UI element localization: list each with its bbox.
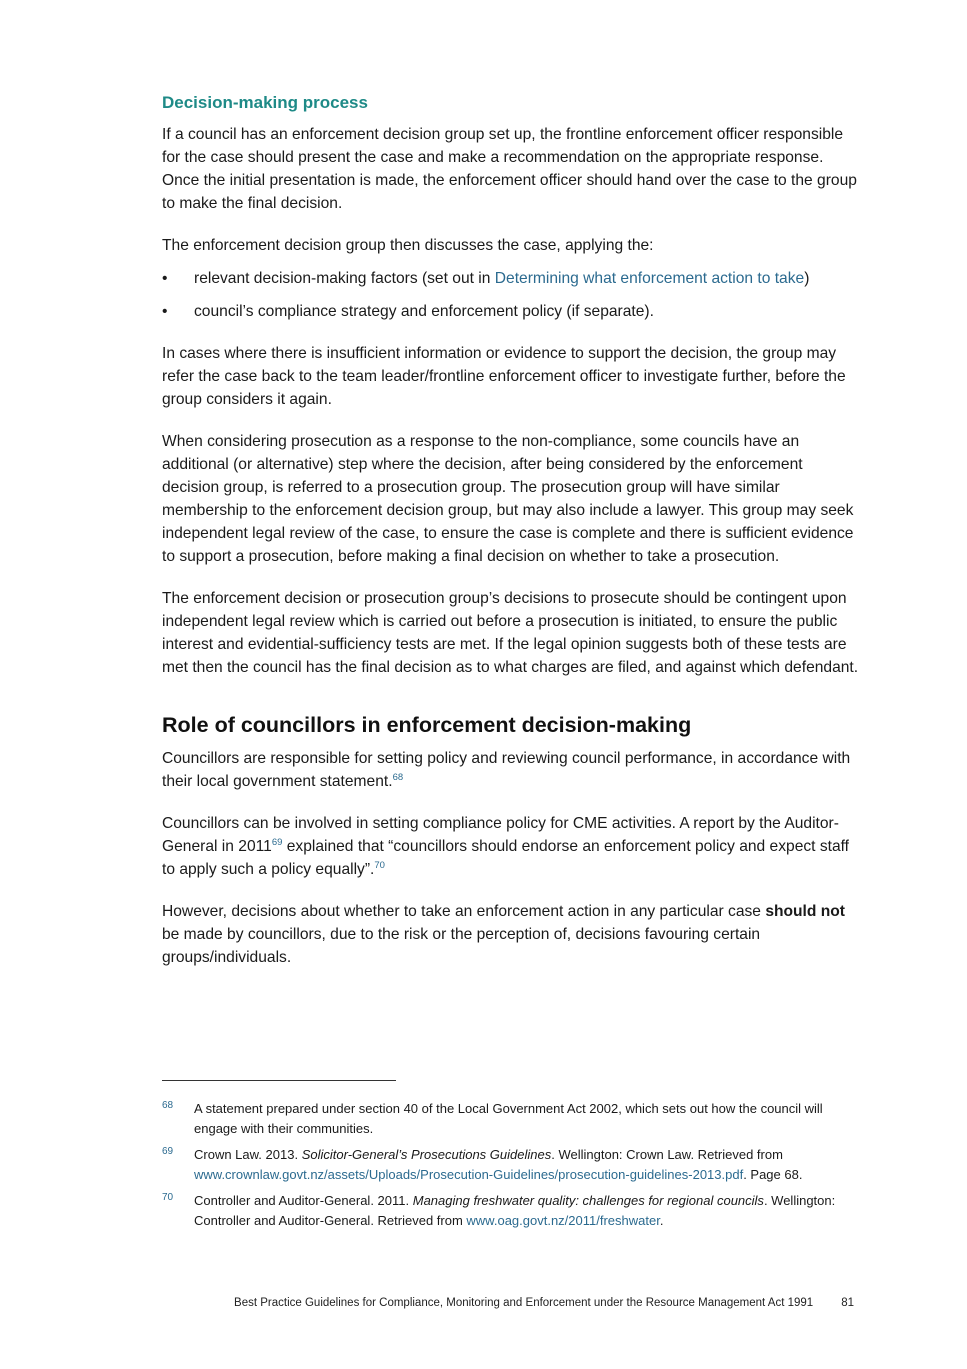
- bullet-icon: •: [162, 303, 168, 320]
- footer-title: Best Practice Guidelines for Compliance, Monitoring and Enforcement under the Resource Management Act 1991: [234, 1297, 814, 1309]
- footnote-ref-70[interactable]: 70: [374, 859, 385, 871]
- paragraph: Councillors are responsible for setting policy and reviewing council performance, in accordance with their local government statement.$^{68}$: [162, 750, 851, 790]
- list-item: • relevant decision-making factors (set out in Determining what enforcement action to take): [162, 267, 862, 290]
- page-footer: [162, 1297, 854, 1309]
- paragraph: The enforcement decision or prosecution group’s decisions to prosecute should be contingent upon independent legal review which is carried out before a prosecution is initiated, to ensure the public interest and evidential-sufficiency tests are met. If the legal opinion suggests both of these tests are met then the council has the final decision as to what charges are filed, and against which defendant.: [162, 590, 859, 676]
- footnote-divider: [162, 1080, 396, 1081]
- paragraph: When considering prosecution as a response to the non-compliance, some councils have an additional (or alternative) step where the decision, after being considered by the enforcement decision group, is referred to a prosecution group. The prosecution group will have similar membership to the enforcement decision group, but may also include a lawyer. This group may seek independent legal review of the case, to ensure the case is complete and there is sufficient evidence to support a prosecution, before making a final decision on whether to take a prosecution.: [162, 433, 854, 565]
- link-determining-enforcement-action[interactable]: Determining what enforcement action to take: [494, 270, 805, 287]
- footnote-ref-68[interactable]: 68: [392, 771, 404, 783]
- paragraph: If a council has an enforcement decision group set up, the frontline enforcement officer responsible for the case should present the case and make a recommendation on the appropriate response. Once the initial presentation is made, the enforcement officer should hand over the case to the group to make the final decision.: [162, 126, 857, 212]
- link-crownlaw[interactable]: www.crownlaw.govt.nz/assets/Uploads/Prosecution-Guidelines/prosecution-guidelines-2013.pdf: [194, 1167, 744, 1182]
- paragraph: Councillors can be involved in setting compliance policy for CME activities. A report by the Auditor-General in 2011$^{69}$ explained that “councillors should endorse an enforcement policy and expect staff to apply such a policy equally”.$^{70}$: [162, 815, 850, 878]
- paragraph: However, decisions about whether to take an enforcement action in any particular case should not be made by councillors, due to the risk or the perception of, decisions favouring certain groups/individuals.: [162, 903, 845, 966]
- footnotes: [162, 1099, 862, 1237]
- footnote-68: 68 A statement prepared under section 40 of the Local Government Act 2002, which sets out how the council will engage with their communities.: [162, 1100, 823, 1136]
- section-heading-role-of-councillors: Role of councillors in enforcement decision-making: [162, 713, 692, 737]
- section-heading-decision-making: Decision-making process: [162, 93, 368, 112]
- list-item: • council’s compliance strategy and enforcement policy (if separate).: [162, 300, 862, 323]
- paragraph: The enforcement decision group then discusses the case, applying the:: [162, 237, 654, 254]
- footnote-ref-69[interactable]: 69: [271, 836, 283, 848]
- bullet-icon: •: [162, 270, 168, 287]
- link-oag[interactable]: www.oag.govt.nz/2011/freshwater: [466, 1213, 660, 1228]
- page-number: 81: [841, 1297, 854, 1309]
- footnote-69: 69 Crown Law. 2013. Solicitor-General’s Prosecutions Guidelines. Wellington: Crown Law. Retrieved from www.crownlaw.govt.nz/assets/Uploads/Prosecution-Guidelines/prosecution-guidelines-2013.pdf. Page 68.: [162, 1146, 803, 1182]
- footnote-70: 70 Controller and Auditor-General. 2011. Managing freshwater quality: challenges for regional councils. Wellington: Controller and Auditor-General. Retrieved from www.oag.govt.nz/2011/freshwater.: [162, 1192, 836, 1228]
- page-body: [162, 92, 862, 969]
- paragraph: In cases where there is insufficient information or evidence to support the decision, the group may refer the case back to the team leader/frontline enforcement officer to investigate further, before the group considers it again.: [162, 345, 846, 408]
- bullet-list: [162, 267, 862, 323]
